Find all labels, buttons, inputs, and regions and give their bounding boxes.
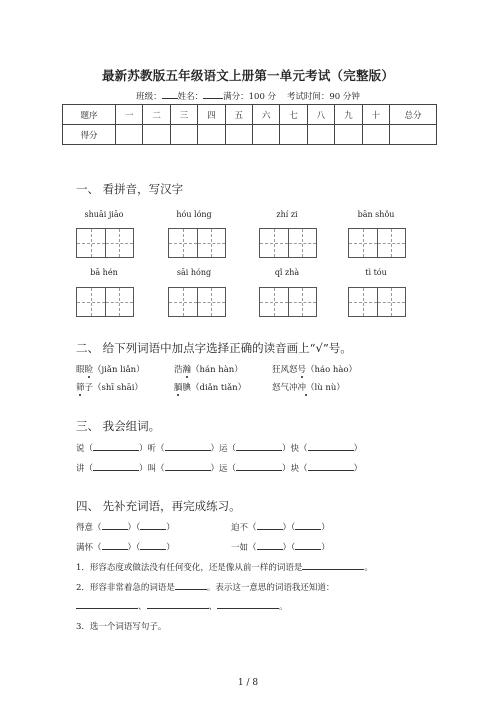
writing-grid[interactable] — [259, 228, 317, 258]
score-header-cell: 题序 — [63, 105, 116, 125]
dotted-char: 瀚 — [182, 365, 192, 375]
bracket: ）（ — [127, 543, 141, 553]
score-cell[interactable] — [170, 125, 197, 145]
answer-blank[interactable] — [102, 541, 128, 550]
bracket: ）（ — [282, 523, 296, 533]
pinyin-label: tì tóu — [365, 268, 387, 277]
score-cell[interactable] — [116, 125, 143, 145]
name-blank — [203, 90, 223, 99]
word-text: 怒气冲冲 — [272, 383, 307, 393]
idiom-row — [231, 541, 330, 553]
exam-time: 考试时间：90 分钟 — [286, 92, 360, 102]
word-text: 腆 — [182, 383, 192, 393]
answer-blank[interactable] — [236, 462, 282, 471]
reading-item[interactable] — [76, 381, 143, 393]
question-2-answers — [76, 600, 288, 612]
class-label: 班级： — [136, 92, 162, 102]
answer-blank[interactable] — [236, 442, 282, 451]
word-text: 浩 — [174, 365, 183, 375]
question-2 — [76, 581, 334, 593]
question-text: 1．形容态度或做法没有任何变化，还是像从前一样的词语是 — [76, 563, 303, 573]
answer-blank[interactable] — [140, 521, 166, 530]
score-table-score-row — [63, 125, 437, 145]
answer-blank[interactable] — [257, 541, 283, 550]
word-text: 眼 — [76, 365, 85, 375]
bracket: ）（ — [127, 523, 141, 533]
writing-grid[interactable] — [76, 287, 134, 317]
pinyin-label: zhí zi — [276, 210, 298, 219]
answer-blank[interactable] — [295, 541, 321, 550]
prompt-char: ）运（ — [210, 444, 237, 454]
answer-blank[interactable] — [93, 462, 139, 471]
idiom-prefix: 满怀（ — [76, 543, 102, 553]
question-3: 3．选一个词语写句子。 — [76, 622, 167, 632]
punctuation: 、 — [208, 602, 218, 612]
dotted-char: 腼 — [174, 383, 183, 393]
score-header-cell: 九 — [335, 105, 362, 125]
score-header-cell: 总分 — [390, 105, 437, 125]
prompt-char: ）块（ — [282, 464, 308, 474]
idiom-row — [231, 521, 330, 533]
prompt-char: 讲（ — [76, 464, 94, 474]
score-table-header-row — [63, 105, 437, 125]
answer-blank[interactable] — [175, 581, 207, 590]
writing-grid[interactable] — [168, 228, 226, 258]
score-header-cell: 八 — [307, 105, 334, 125]
score-cell[interactable] — [335, 125, 362, 145]
score-cell[interactable] — [307, 125, 334, 145]
page-title: 最新苏教版五年级语文上册第一单元考试（完整版） — [101, 68, 395, 83]
pinyin-label: hóu lóng — [176, 210, 212, 219]
answer-blank[interactable] — [165, 442, 211, 451]
answer-blank[interactable] — [140, 541, 166, 550]
idiom-row — [76, 541, 175, 553]
prompt-char: ） — [353, 444, 363, 454]
reading-options: （háo hào） — [306, 365, 358, 375]
word-text: 子 — [84, 383, 94, 393]
score-cell[interactable] — [280, 125, 307, 145]
answer-blank[interactable] — [308, 462, 354, 471]
bracket: ） — [321, 543, 330, 553]
word-text: 狂风怒 — [272, 365, 298, 375]
exam-info — [0, 90, 496, 102]
bracket: ） — [166, 543, 175, 553]
answer-blank[interactable] — [93, 442, 139, 451]
answer-blank[interactable] — [308, 442, 354, 451]
score-header-cell: 一 — [116, 105, 143, 125]
score-header-cell: 四 — [198, 105, 225, 125]
score-row-label: 得分 — [63, 125, 116, 145]
reading-options: （diǎn tiǎn） — [191, 383, 247, 393]
score-cell[interactable] — [143, 125, 170, 145]
idiom-prefix: 迫不（ — [231, 523, 257, 533]
reading-item[interactable] — [272, 381, 345, 393]
page-number: 1 / 8 — [237, 678, 259, 688]
idiom-prefix: 得意（ — [76, 523, 102, 533]
reading-item[interactable] — [76, 363, 145, 375]
score-cell[interactable] — [225, 125, 252, 145]
punctuation: 。 — [279, 602, 288, 612]
full-score: 满分：100 分 — [223, 92, 277, 102]
idiom-prefix: 一如（ — [231, 543, 257, 553]
dotted-char: 号 — [297, 365, 307, 375]
question-text: 。表示这一意思的词语我还知道： — [206, 583, 335, 593]
prompt-char: ） — [353, 464, 363, 474]
answer-blank[interactable] — [102, 521, 128, 530]
score-header-cell: 二 — [143, 105, 170, 125]
writing-grid[interactable] — [259, 287, 317, 317]
reading-options: （hán hàn） — [191, 365, 243, 375]
name-label: 姓名： — [177, 92, 204, 102]
pinyin-label: shuāi jiāo — [84, 210, 124, 219]
prompt-char: ）叫（ — [139, 464, 165, 474]
answer-blank[interactable] — [217, 600, 279, 609]
word-building-row — [76, 442, 362, 454]
bracket: ） — [321, 523, 330, 533]
question-1 — [76, 561, 373, 573]
bracket: ）（ — [282, 543, 296, 553]
question-text: 2．形容非常着急的词语是 — [76, 583, 175, 593]
score-cell[interactable] — [252, 125, 279, 145]
punctuation: 。 — [364, 563, 373, 573]
reading-item[interactable] — [174, 363, 243, 375]
pinyin-label: bān shǒu — [357, 210, 395, 219]
score-cell[interactable] — [390, 125, 437, 145]
score-table — [62, 104, 437, 145]
idiom-row — [76, 521, 175, 533]
pinyin-label: bā hén — [90, 268, 118, 277]
answer-blank[interactable] — [257, 521, 283, 530]
prompt-char: 说（ — [76, 444, 94, 454]
reading-options: （shī shāi） — [93, 383, 143, 393]
answer-blank[interactable] — [76, 600, 138, 609]
score-cell[interactable] — [198, 125, 225, 145]
section2-title: 二、 给下列词语中加点字选择正确的读音画上“√”号。 — [76, 341, 352, 355]
bracket: ） — [166, 523, 175, 533]
reading-item[interactable] — [174, 381, 246, 393]
answer-blank[interactable] — [165, 462, 211, 471]
section3-title: 三、 我会组词。 — [76, 419, 161, 433]
answer-blank[interactable] — [295, 521, 321, 530]
prompt-char: ）快（ — [282, 444, 308, 454]
prompt-char: ）听（ — [139, 444, 165, 454]
answer-blank[interactable] — [147, 600, 209, 609]
answer-blank[interactable] — [302, 561, 364, 570]
score-cell[interactable] — [362, 125, 389, 145]
dotted-char: 筛 — [76, 383, 85, 393]
pinyin-label: sāi hóng — [176, 268, 212, 277]
score-header-cell: 七 — [280, 105, 307, 125]
reading-options: （lù nù） — [306, 383, 345, 393]
section1-title: 一、 看拼音，写汉字 — [76, 182, 184, 196]
score-header-cell: 十 — [362, 105, 389, 125]
prompt-char: ）远（ — [210, 464, 237, 474]
punctuation: 、 — [138, 602, 147, 612]
pinyin-label: qǐ zhà — [274, 268, 300, 277]
writing-grid[interactable] — [168, 287, 226, 317]
word-building-row — [76, 462, 362, 474]
section4-title: 四、 先补充词语，再完成练习。 — [76, 499, 241, 513]
score-header-cell: 三 — [170, 105, 197, 125]
score-header-cell: 五 — [225, 105, 252, 125]
class-blank — [162, 90, 178, 99]
writing-grid[interactable] — [76, 228, 134, 258]
reading-options: （jiǎn liǎn） — [93, 365, 145, 375]
score-header-cell: 六 — [252, 105, 279, 125]
writing-grid[interactable] — [348, 228, 406, 258]
writing-grid[interactable] — [348, 287, 406, 317]
reading-item[interactable] — [272, 363, 357, 375]
dotted-char: 睑 — [84, 365, 94, 375]
